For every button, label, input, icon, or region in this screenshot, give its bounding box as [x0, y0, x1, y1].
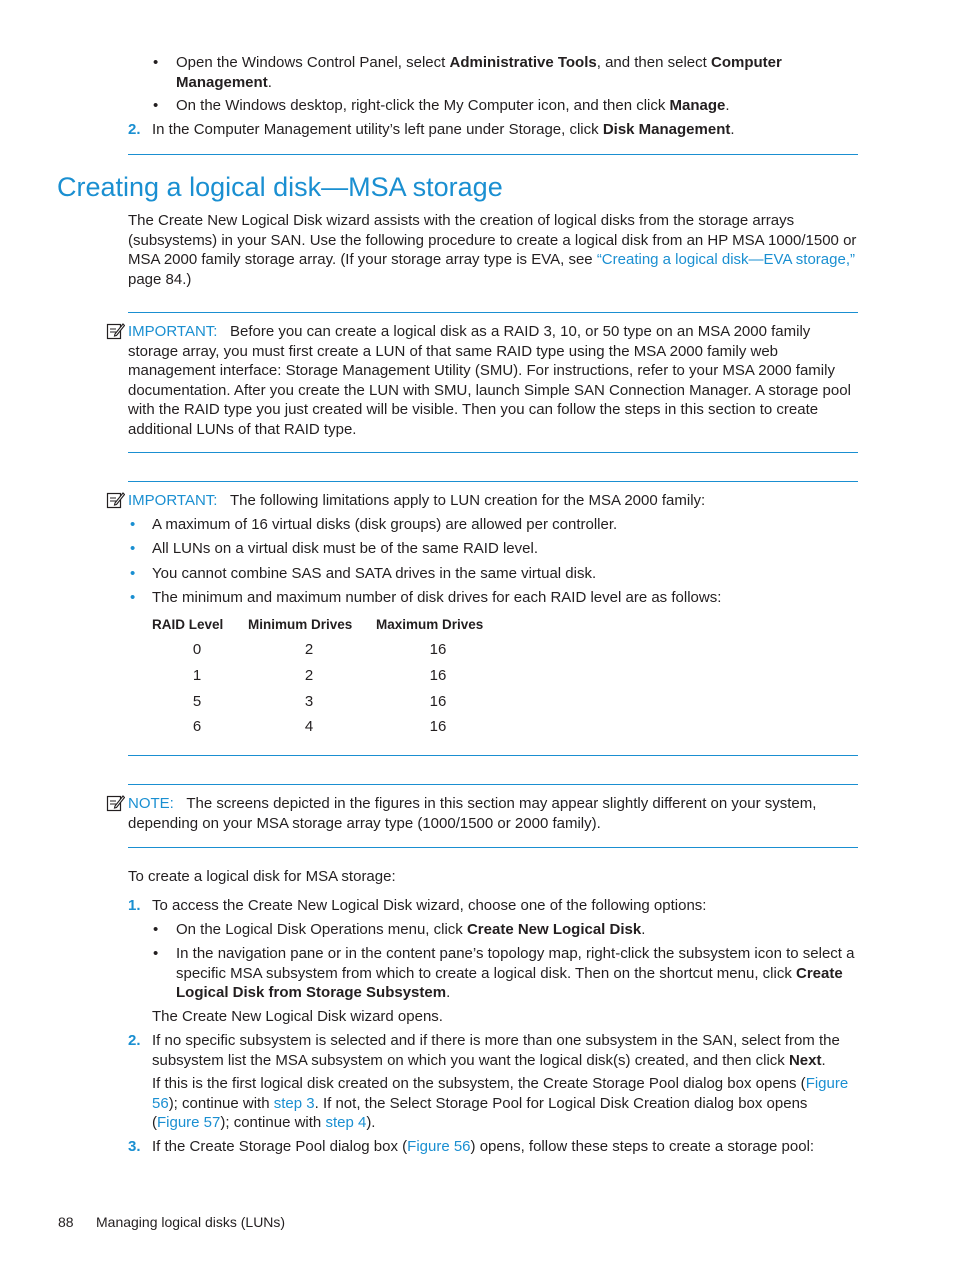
- important-label: IMPORTANT:: [128, 492, 218, 509]
- limitation-item: A maximum of 16 virtual disks (disk groups) are allowed per controller.: [152, 516, 618, 533]
- note-callout: NOTE: The screens depicted in the figures in this section may appear slightly different on your system, depending on your MSA storage array type (1000/1500 or 2000 family).: [128, 795, 817, 832]
- procedure-lead: To create a logical disk for MSA storage:: [128, 868, 396, 885]
- step-1-option-2: In the navigation pane or in the content pane’s topology map, right-click the subsystem icon to select a specific MSA subsystem from which to create a logical disk. Then on the shortcut menu, click Create Logical Disk from Storage Subsystem.: [176, 945, 855, 1001]
- table-header: Maximum Drives: [376, 617, 484, 632]
- bullet-marker: •: [130, 589, 136, 606]
- table-cell: 2: [304, 667, 314, 684]
- step-3-link[interactable]: step 3: [273, 1094, 315, 1112]
- figure-56-link[interactable]: Figure 56: [407, 1138, 471, 1155]
- step-3: If the Create Storage Pool dialog box (Figure 56) opens, follow these steps to create a storage pool:: [152, 1138, 815, 1155]
- important-callout-1: IMPORTANT: Before you can create a logical disk as a RAID 3, 10, or 50 type on an MSA 2000 family storage array, you must first create a LUN of that same RAID type using the MSA 2000 family web management interface: Storage Management Utility (SMU). For instructions, refer to your MSA 2000 family documentation. After you create the LUN with SMU, launch Simple SAN Connection Manager. A storage pool with the RAID type you just created will be visible. Then you can follow the steps in this section to create additional LUNs of that RAID type.: [128, 323, 851, 438]
- figure-57-link[interactable]: Figure 57: [157, 1114, 221, 1131]
- note-pencil-icon: [106, 321, 125, 340]
- step-number: 3.: [128, 1138, 141, 1155]
- table-cell: 6: [192, 718, 202, 735]
- table-cell: 5: [192, 693, 202, 710]
- note-pencil-icon: [106, 793, 125, 812]
- page-number: 88: [58, 1214, 74, 1230]
- bullet-marker: •: [130, 516, 136, 533]
- table-cell: 16: [429, 693, 447, 710]
- bullet-marker: •: [130, 565, 136, 582]
- limitation-item: The minimum and maximum number of disk drives for each RAID level are as follows:: [152, 589, 722, 606]
- step-2: If no specific subsystem is selected and if there is more than one subsystem in the SAN, select from the subsystem list the MSA subsystem on which you want the logical disk(s) created, and then click Next.: [152, 1032, 840, 1069]
- section-title: Creating a logical disk—MSA storage: [57, 172, 503, 202]
- step-2-detail: If this is the first logical disk created on the subsystem, the Create Storage Pool dialog box opens (Figure 56); continue with step 3. If not, the Select Storage Pool for Logical Disk Creation dialog box opens (Figure 57); continue with step 4).: [152, 1075, 849, 1131]
- table-cell: 1: [192, 667, 202, 684]
- bullet-marker: •: [130, 540, 136, 557]
- table-cell: 4: [304, 718, 314, 735]
- top-bullet-1: Open the Windows Control Panel, select Administrative Tools, and then select Computer Management.: [176, 54, 782, 91]
- table-cell: 16: [429, 667, 447, 684]
- step-number: 1.: [128, 897, 141, 914]
- table-cell: 3: [304, 693, 314, 710]
- figure-56-link[interactable]: Figure 56: [152, 1075, 849, 1112]
- step-4-link[interactable]: step 4: [325, 1114, 367, 1131]
- table-cell: 16: [429, 718, 447, 735]
- note-label: NOTE:: [128, 795, 174, 812]
- intro-paragraph: The Create New Logical Disk wizard assists with the creation of logical disks from the storage arrays (subsystems) in your SAN. Use the following procedure to create a logical disk from an HP MSA 1000/1500 or MSA 2000 family storage array. (If your storage array type is EVA, see “Creating a logical disk—EVA storage,” page 84.): [128, 212, 857, 288]
- step-1: To access the Create New Logical Disk wizard, choose one of the following options:: [152, 897, 707, 914]
- limitation-item: All LUNs on a virtual disk must be of the same RAID level.: [152, 540, 538, 557]
- step-number: 2.: [128, 121, 141, 138]
- table-header: Minimum Drives: [248, 617, 353, 632]
- limitation-item: You cannot combine SAS and SATA drives in the same virtual disk.: [152, 565, 597, 582]
- table-cell: 0: [192, 641, 202, 658]
- divider: [128, 847, 858, 848]
- important-callout-2: IMPORTANT: The following limitations apply to LUN creation for the MSA 2000 family:: [128, 492, 706, 509]
- divider: [128, 452, 858, 453]
- step-1-option-1: On the Logical Disk Operations menu, click Create New Logical Disk.: [176, 921, 646, 938]
- step-1-result: The Create New Logical Disk wizard opens.: [152, 1008, 443, 1025]
- eva-storage-link[interactable]: “Creating a logical disk—EVA storage,”: [596, 251, 855, 268]
- bullet-marker: •: [153, 945, 159, 962]
- important-label: IMPORTANT:: [128, 323, 218, 340]
- table-cell: 2: [304, 641, 314, 658]
- divider: [128, 755, 858, 756]
- table-header: RAID Level: [152, 617, 224, 632]
- chapter-title: Managing logical disks (LUNs): [96, 1214, 286, 1230]
- bullet-marker: •: [153, 97, 159, 114]
- step-number: 2.: [128, 1032, 141, 1049]
- table-cell: 16: [429, 641, 447, 658]
- top-bullet-2: On the Windows desktop, right-click the My Computer icon, and then click Manage.: [176, 97, 730, 114]
- divider: [128, 154, 858, 155]
- divider: [128, 312, 858, 313]
- note-pencil-icon: [106, 490, 125, 509]
- top-step-2: In the Computer Management utility’s left pane under Storage, click Disk Management.: [152, 121, 735, 138]
- bullet-marker: •: [153, 54, 159, 71]
- divider: [128, 784, 858, 785]
- divider: [128, 481, 858, 482]
- bullet-marker: •: [153, 921, 159, 938]
